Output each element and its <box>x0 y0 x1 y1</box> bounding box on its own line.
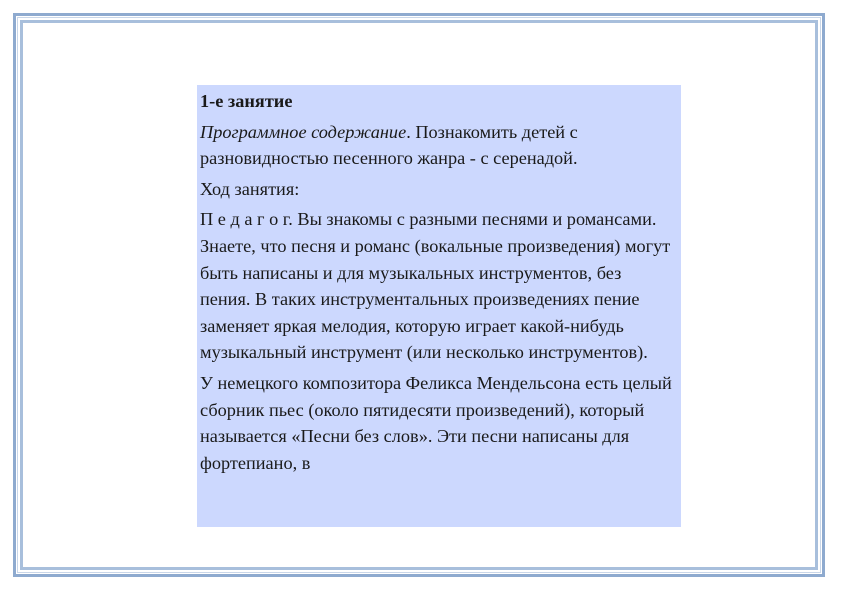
mendelssohn-paragraph: У немецкого композитора Феликса Мендельсона есть целый сборник пьес (около пятидесяти произведений), который называется «Песни без слов». Эти песни написаны для фортепиано, в <box>200 372 672 473</box>
lesson-flow-label: Ход занятия: <box>200 178 300 199</box>
lesson-heading: 1-е занятие <box>200 91 293 111</box>
teacher-paragraph <box>200 206 675 366</box>
program-label: Программное содержание <box>200 121 407 142</box>
teacher-text: Вы знакомы с разными песнями и романсами. Знаете, что песня и романс (вокальные произведения) могут быть написаны и для музыкальных инструментов, без пения. В таких инструментальных произведениях пение заменяет яркая мелодия, которую играет какой-нибудь музыкальный инструмент (или несколько инструментов). <box>200 209 671 363</box>
program-text: . Познакомить детей с разновидностью песенного жанра - с серенадой. <box>200 121 578 169</box>
teacher-label: П е д а г о г. <box>200 209 293 230</box>
lesson-text-box <box>197 85 681 527</box>
program-paragraph <box>200 119 675 172</box>
